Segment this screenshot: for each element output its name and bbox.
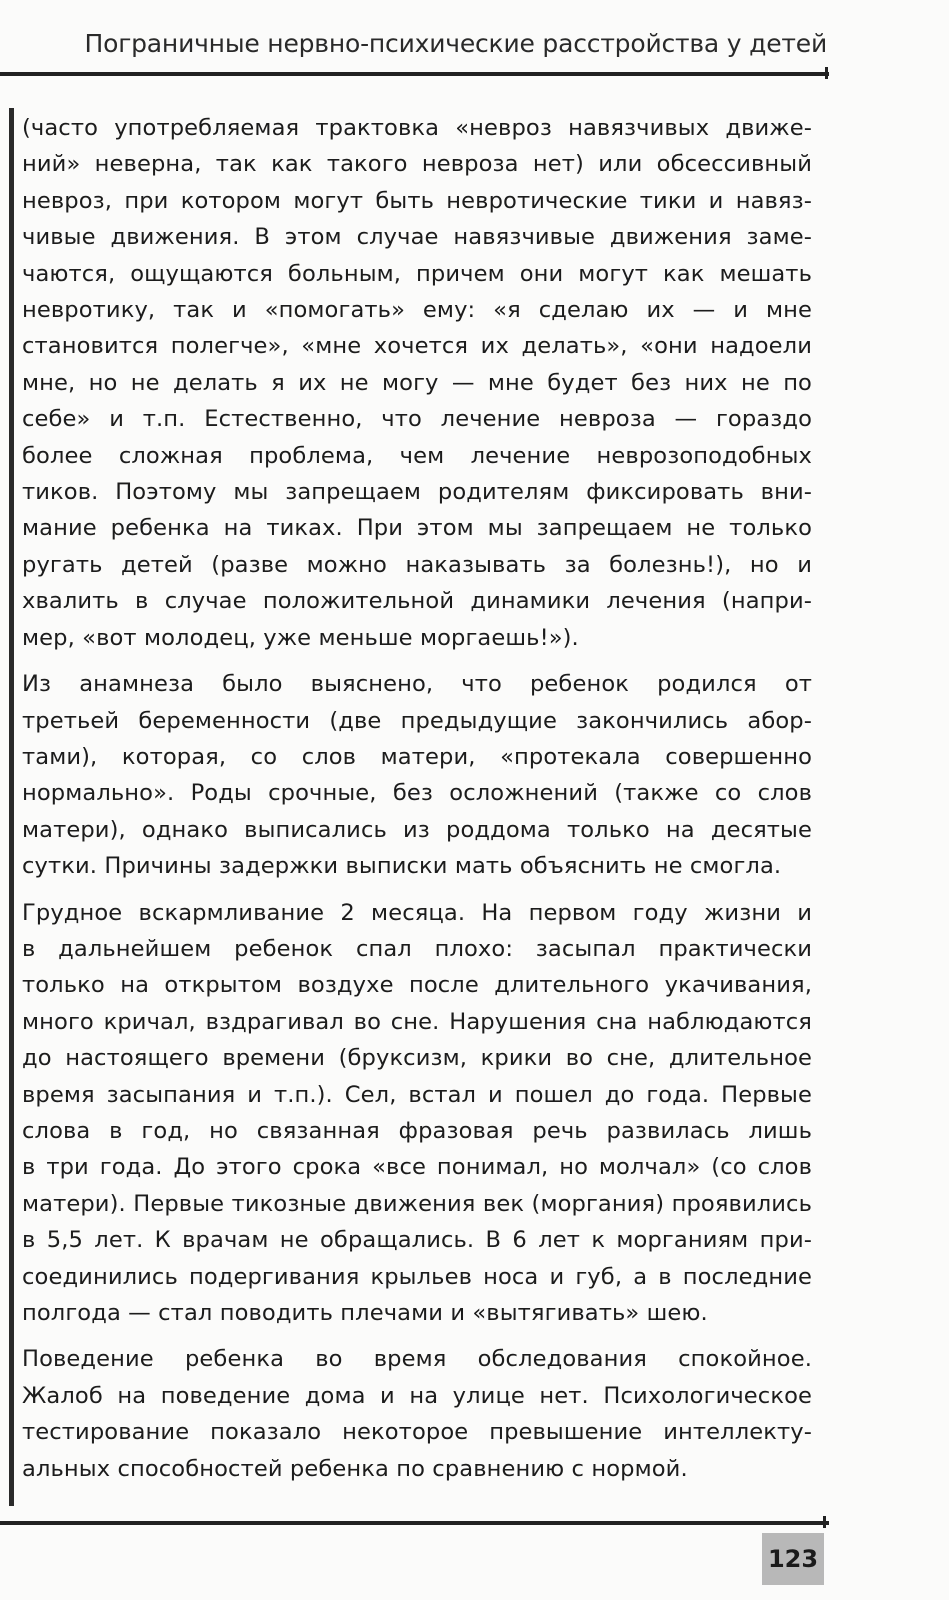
- text-line: невроз, при котором могут быть невротические тики и навяз-: [22, 187, 812, 214]
- paragraph-1: [22, 110, 812, 656]
- paragraph-4: [22, 1341, 812, 1487]
- page-number-box: [762, 1533, 824, 1585]
- text-line: тами), которая, со слов матери, «протекала совершенно: [22, 743, 812, 770]
- text-line: себе» и т.п. Естественно, что лечение невроза — гораздо: [22, 406, 812, 433]
- header-rule-tick: [825, 67, 828, 79]
- text-line: становится полегче», «мне хочется их делать», «они надоели: [22, 333, 812, 360]
- page-number: 123: [767, 1545, 819, 1573]
- text-line: третьей беременности (две предыдущие закончились абор-: [22, 707, 812, 734]
- margin-bar: [9, 108, 14, 1506]
- text-line: хвалить в случае положительной динамики лечения (напри-: [22, 588, 812, 615]
- text-line: Из анамнеза было выяснено, что ребенок родился от: [22, 671, 812, 698]
- text-line: время засыпания и т.п.). Сел, встал и пошел до года. Первые: [22, 1081, 812, 1108]
- text-line: невротику, так и «помогать» ему: «я сделаю их — и мне: [22, 297, 812, 324]
- text-line: (часто употребляемая трактовка «невроз навязчивых движе-: [22, 115, 812, 141]
- text-line: нормально». Роды срочные, без осложнений (также со слов: [22, 780, 812, 807]
- text-line: тестирование показало некоторое превышение интеллекту-: [22, 1419, 812, 1446]
- text-line: тиков. Поэтому мы запрещаем родителям фиксировать вни-: [22, 479, 812, 506]
- paragraph-3: [22, 895, 812, 1332]
- running-title: Пограничные нервно-психические расстройства у детей: [84, 29, 827, 58]
- text-line: сутки. Причины задержки выписки мать объяснить не смогла.: [22, 853, 782, 880]
- text-line: матери). Первые тикозные движения век (моргания) проявились: [22, 1190, 812, 1217]
- text-line: чивые движения. В этом случае навязчивые движения заме-: [22, 224, 812, 251]
- text-line: в 5,5 лет. К врачам не обращались. В 6 лет к морганиям при-: [22, 1227, 812, 1254]
- text-line: только на открытом воздухе после длительного укачивания,: [22, 972, 812, 999]
- text-line: матери), однако выписались из роддома только на десятые: [22, 816, 812, 843]
- text-line: чаются, ощущаются больным, причем они могут как мешать: [22, 260, 812, 287]
- page-header: [0, 0, 949, 90]
- header-rule: [0, 72, 829, 76]
- paragraph-2: [22, 666, 812, 884]
- text-line: ний» неверна, так как такого невроза нет) или обсессивный: [22, 151, 812, 178]
- text-line: Поведение ребенка во время обследования спокойное.: [22, 1346, 812, 1373]
- text-line: ругать детей (разве можно наказывать за болезнь!), но и: [22, 551, 812, 578]
- text-line: много кричал, вздрагивал во сне. Нарушения сна наблюдаются: [22, 1008, 812, 1035]
- text-line: в три года. До этого срока «все понимал, но молчал» (со слов: [22, 1154, 812, 1181]
- text-line: соединились подергивания крыльев носа и губ, а в последние: [22, 1263, 812, 1290]
- footer-rule-tick: [823, 1516, 826, 1528]
- text-line: полгода — стал поводить плечами и «вытягивать» шею.: [22, 1300, 708, 1326]
- text-line: в дальнейшем ребенок спал плохо: засыпал практически: [22, 935, 812, 962]
- footer-rule: [0, 1521, 829, 1525]
- text-line: до настоящего времени (бруксизм, крики во сне, длительное: [22, 1045, 812, 1072]
- text-line: слова в год, но связанная фразовая речь развилась лишь: [22, 1117, 812, 1144]
- text-line: Грудное вскармливание 2 месяца. На первом году жизни и: [22, 899, 812, 926]
- text-line: мне, но не делать я их не могу — мне будет без них не по: [22, 369, 812, 396]
- text-line: мер, «вот молодец, уже меньше моргаешь!»).: [22, 624, 579, 651]
- text-line: Жалоб на поведение дома и на улице нет. Психологическое: [22, 1382, 812, 1409]
- body-text: [22, 110, 812, 1497]
- text-line: мание ребенка на тиках. При этом мы запрещаем не только: [22, 515, 812, 542]
- text-line: альных способностей ребенка по сравнению с нормой.: [22, 1455, 688, 1482]
- text-line: более сложная проблема, чем лечение неврозоподобных: [22, 442, 812, 469]
